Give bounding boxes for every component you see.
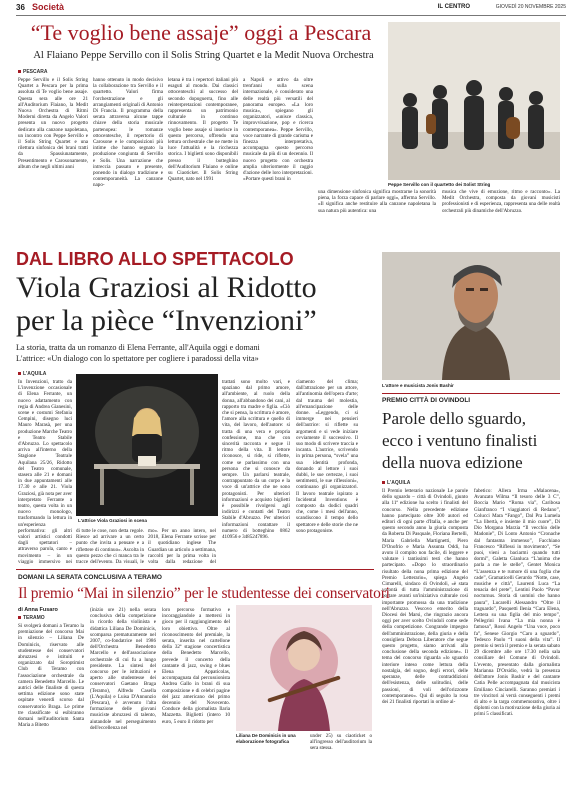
section-name: Società: [32, 2, 65, 12]
article4-photo: [236, 605, 372, 731]
musicians-photo: [388, 22, 560, 180]
article2-subtitle-line2: L'attrice: «Un dialogo con lo spettatore per cogliere i paradossi della vita»: [16, 354, 259, 363]
article4-byline: di Anna Fusaro: [18, 607, 58, 613]
publication-name: IL CENTRO: [437, 4, 470, 10]
article2-col2: di tutte le cose, non detta regole. Riesce ad arrivare a un certo punto che invita a pensare e a riflettere di continuo». Ascolta in questo pezzo che ci manca tra le tracce dell'evento. Da visuali, le: [76, 528, 144, 565]
article3-top-rule: [382, 393, 560, 394]
article1-col2: hanno ottenuto in modo decisivo la collaborazione tra Servillo e il quartetto. Valori firma l'orchestrazione e gli arrangiamenti originali di Antonio Di Francia. Il programma della serata attraversa alcune tappe chiave della storia musicale partenopea: le romanze ottocentesche, il repertorio di Carosone e le composizioni più intime che hanno segnato la produzione congiunta di Servillo e Solis. Una narrazione che intreccia passato e presente, ponendo in dialogo tradizione e contemporaneità. La canzone napo-: [93, 77, 163, 189]
article2-title-line2: per la pièce “Invenzioni”: [16, 304, 317, 337]
article1-photo-caption: Peppe Servillo con il quartetto dei Solist String: [388, 182, 491, 187]
article1-col5: una dimensione sinfonica significa mostrarne la sonorità piena, la forza capace di parlare oggi», afferma Servillo. «Il significa anche restituire alla canzone napoletana la sua natura più autentica: una: [318, 189, 436, 214]
article4-location: TERAMO: [18, 615, 45, 621]
article1-title: “Te voglio bene assaje” oggi a Pescara: [30, 20, 372, 45]
article2-photo: [76, 374, 218, 516]
page-header: [16, 0, 566, 16]
article3-title-line1: Parole dello sguardo,: [382, 409, 526, 428]
article1-col1: Peppe Servillo e il Solis String Quartet a Pescara per la prima assoluta di Te voglio bene assaje. Questa sera alle ore 21 all'Auditorium Flaiano, la Medit Nuova Orchestra di Ritmi Moderni diretta da Angelo Valori presenta un nuovo progetto dedicato alla canzone napoletana, un incontro con Peppe Servillo e il Solis String Quartet e una rilettura sinfonica dei brani tratti da Spassiunatamente, Presentimento e Carosonamente, album che negli ultimi anni: [18, 77, 88, 170]
article1-location: PESCARA: [18, 69, 47, 75]
article2-col5: ciamento del clima; dall'attrazione per un attore, all'antinomia dell'opera d'arte; dal trauma del molestia, all'emancipazione delle donne. «Leggendo, ci si immerge nei pensieri dell'autrice: si riflette su argomenti e si vede iniziare ovviamente il successivo. Il suo modo di scrivere traccia e incanta. L'autrice, scrivendo in prima persona, “svela” una sua identità profonda, donando al lettore i suoi dubbi, le sue certezze, i suoi sentimenti, le sue riflessioni», continuano gli organizzatori. Il lavoro teatrale ispirato a Incidental Inventions è composto da dodici quadri che, come i mesi dell'anno, scandiscono il tempo dello spettatore e delle storie che ne sono protagoniste.: [296, 379, 358, 534]
article2-subtitle-line1: La storia, tratta da un romanzo di Elena Ferrante, all'Aquila oggi e domani: [16, 343, 260, 352]
actress-on-stage-photo: [76, 374, 218, 516]
article4-col2: (inizio ore 21) nella serata conclusiva della competizione in ricordo della violinista e didattica Liliana De Dominicis, scomparsa prematuramente nel 2007, co-fondatrice nel 1986 dell'Orchestra Benedetto Marcello e dell'associazione orchestrale di cui fu a lungo presidente. La sintesi del concorso per le istituzioni e aperto alle studentesse dei conservatori Gaetano Braga (Teramo), Alfredo Casella (L'Aquila) e Luisa D'Annunzio (Pescara), è avvenuto l'alta formazione delle giovani musiciste abruzzesi di talento, aiutandole nel perseguimento dell'eccellenza nel: [90, 607, 156, 731]
article3-photo-caption: L'attore e musicista Jonis Bashir: [382, 383, 454, 388]
article4-title: Il premio “Mai in silenzio” per le studentesse dei conservatori: [18, 585, 390, 602]
violinist-portrait-photo: [236, 605, 372, 731]
article3-col1: Il Premio letterario nazionale Le parole dello sguardo – città di Ovindoli, giunto alla 11ª edizione ha scelto i finalisti del concorso. Nella precedente edizione hanno partecipato oltre 300 autori ed editori di ogni parte d'Italia, e anche per questo secondo anno la giuria composta da Roberta Di Pasquale, Floriana Bertelli, Maria Gabriella Martignetti, Piero D'Onofrio e Maria Assunta Oddi, ha avuto il compito non facile, di leggere e valutare i tantissimi testi che hanno partecipato. «Dopo lo straordinario risultato della nona prima edizione del Premio Letterario», spiega Angelo Cimarelli, sindaco di Ovindoli, «è stata volontà di tutta l'amministrazione di portare avanti un'iniziativa culturale così importante promossa da una tradizione nell'Abruzzo. Vescovo emerito della Diocesi dei Marsi, che ringrazio ancora oggi per aver scelto Ovindoli come sede della competizione. Congrande impegno dell'amministrazione, della giuria e della consigliera Debora Liberatore che segue questo progetto, siamo arrivati alla conclusione della seconda edizione». Il tema del concorso riguarda «lo sguardo interiore inteso come lettura della nostalgia, del sogno, degli errori, delle speranze, delle contraddizioni dell'esistenza, delle solitudini, delle passioni, di voli dell'orizzonte contemporaneo». Qui di seguito la rosa dei 21 finalisti riportati in ordine al-: [382, 488, 468, 705]
article3-col2: fabetico: Allera Irma «Malacena», Avanzato Wilma “Il tesoro delle 3 C”, Boccia Mario “Roma via”, Caribosa Gianfranco “I viaggiatori di Redano”, Colucci Mara “Fango”, Dal Pra Lumela “La libertà, e insieme il mio cuore”, Di Dio Morgana Marzia “Il vecchio delle Madonie”, Di Lonto Antonio “Cronache dal fantasma immenso”, Facchiano Francesco “Riflessi in movimento”, “Se puoi, vieni a baciarmi quando tutti dormi”, Galetta Gianluca “L'anima che parla a me le stelle”, Gentet Monica “L'assenza e te rumore di una foglia che cade”, Gramaticelli Gerardo “Notte, case, musiche e città”, Laurenti Luca “La tenacia del prete”, Lentini Paolo “Pavor nocturnus. Storia di uomini che hanno paura”, Lucarelli Alessandro “Oltre il traguardo”, Pasquetti Ilenia “Cara Elena, Lettera su una figlia del mio tempo”, Pellegrini Ivana “La mia nonna è famosa”, Rossi Angelo “Una voce, poco fa”, Senese Giorgio “Caro a sguardo”, Tedesco Paolo “I suoni della vita”. Il premio si terrà il premio e la serata sabato 29 dicembre alle ore 17.30 nella sala consiliare del Comune di Ovindoli. L'evento, presentato dalla giornalista Marianna D'Orsidio, vedrà la presenza dell'attore Jonis Bashir e del cantante Catia Pelle accompagnata dal musicista Emiliano Cinciarelli. Saranno premiati i tre vincitori ai verrà conseguenti i premi di alto e la targa commemorativa, oltre i diplomi con la motivazione della giuria ai primi 5 classificati.: [474, 488, 560, 718]
publication-date: GIOVEDÌ 20 NOVEMBRE 2025: [495, 4, 566, 10]
article4-col3: loro percorso formativo e incoraggiandole a mettersi in gioco per il raggiungimento del loro obiettivo. Oltre al riconoscimento del premiale, la serata, inserita nel cartellone della 32ª stagione concertistica della Benedetto Marcello, prevede il concerto della cantante di jazz, swing e blues Elena Appaticolas, accompagnata dal percussionista Andrea Gallo in brani di sua composizione e di celebri pagine del jazz americano del primo decennio del Novecento. Conduce della giornalista Ilaria Mazzetta. Biglietti (intero 10 euro, 5 euro il ridotto per: [162, 607, 230, 725]
article3-location: L'AQUILA: [382, 480, 410, 486]
article1-col6: musica che vive di emozione, ritmo e racconto». La Medit Orchestra, composta da giovani musicisti professionisti e di esperienza, rappresenta una delle realtà orchestrali più dinamiche dell'Abruzzo.: [442, 189, 560, 214]
article2-kicker: DAL LIBRO ALLO SPETTACOLO: [16, 249, 294, 269]
article3-photo: [382, 252, 560, 380]
article2-title-line1: Viola Graziosi al Ridotto: [16, 271, 317, 304]
article2-col4: trattati sono molto vari, e spaziano dal primo amore, all'ambiente, al ruolo della donna, all'abbandono dei cani, al rapporto tra madre e figlia. «Ciò che si pensa, la scrittura è amore, l'amore alla scrittura e quello di vita, del lavoro, dell'autore: si tratta di una vera e propria confessione, ma che con sincerità racconta e segue il ritmo della vita. Il lettore riconosce, si ride, si riflette, come se parlassimo con una persona che si conosce da sempre. Un parlarsi teatrale, contrappuntato da un corpo e la voce di un'attrice che ne sono protagonisti. Per ulteriori informazioni e acquisto biglietti è possibile rivolgersi agli indirizzi e contatti del Teatro Stabile d'Abruzzo. Per ulteriori informazioni contattare il numero di botteghino 0862 410956 e 3485247896.: [222, 379, 290, 541]
article3-kicker: PREMIO CITTÀ DI OVINDOLI: [382, 397, 471, 404]
article4-col1: Si svolgerà domani a Teramo la premiazione del concorso Mai in silenzio – Liliana De Dominicis, riservato alle studentesse dei conservatori abruzzesi e istituiti e organizzato dal Soroptimist Club di Teramo con l'associazione orchestrale da camera Benedetto Marcello. Le autrici delle finaliste di questa settima edizione sono state ospitate venerdì scorso dal conservatorio Braga. Le prime tre classificate si esibiranno domani nell'auditorium Santa Maria a Bitetto: [18, 623, 84, 729]
article1-subtitle: Al Flaiano Peppe Servillo con il Solis String Quartet e la Medit Nuova Orchestra: [33, 50, 374, 61]
page-number: 36: [16, 3, 25, 12]
article2-col3: mo». Per un anno intero, nel 2018, Elena Ferrante scrisse per il quotidiano inglese The Guardian un articolo a settimana, raccolti per la prima volta in volta dalla redazione del: [148, 528, 216, 565]
article4-top-rule: [16, 569, 374, 570]
article2-photo-caption: L'attrice Viola Graziosi in scena: [78, 518, 147, 523]
article4-col4: under 25) su ciaoticket o all'ingresso dell'auditorium la sera stessa.: [310, 733, 372, 752]
article3-title-line3: della nuova edizione: [382, 453, 523, 472]
article2-location: L'AQUILA: [18, 371, 46, 377]
article4-photo-caption: Liliana De Dominicis in una elaborazione fotografica: [236, 733, 296, 744]
article2-col1: In Invenzioni, tratto da L'invenzione occasionale di Elena Ferrante, un nuovo adattamento con regia di Andrea Gianesini, scene e costumi Stefania Cempini, disegno luci Mauro Marasà, per una produzione Marche Teatro e Teatro Stabile d'Abruzzo. Lo spettacolo arriva all'interno della Stagione Teatrale Aquilana 25/26, Ridotto del Teatro comunale, stasera alle 21 e domani in due appuntamenti alle 17.30 e alle 21. Viola Graziosi, già nota per aver interpretato Ferrante a teatro, questa volta in un nuovo monologo, trasformando la lettura in un'esperienza performativa: gli altri valori artistici condotti dagli spettatori – attraverso parola, canto e movimento – in un viaggio immersivo nei: [18, 379, 72, 565]
article1-col3: letana è tra i repertori italiani più esaguti al mondo. Dai classici ottocenteschi al successo del secondo dopoguerra, fino alle reinterpretazioni contemporanee, rappresenta un patrimonio culturale in continuo rinnovamento. Il progetto Te voglio bene assaje si inserisce in questo percorso, offrendo una lettura orchestrale che ne mette in luce l'attualità e la ricchezza storica. I biglietti sono disponibili presso il botteghino dell'Auditorium Flaiano e online su Ciaoticket. Il Solis String Quartet, nato nel 1991: [168, 77, 238, 183]
article1-photo: [388, 22, 560, 180]
article3-title-line2: ecco i ventuno finalisti: [382, 431, 538, 450]
article4-kicker: DOMANI LA SERATA CONCLUSIVA A TERAMO: [18, 574, 162, 581]
actor-portrait-photo: [382, 252, 560, 380]
article1-col4: a Napoli e attivo da oltre trent'anni sulla scena internazionale, è considerato una delle realtà più versatili del panorama europeo. «La loro musica», spiegano gli organizzatori, «unisce classica, improvvisazione, pop e ricerca contemporanea». Peppe Servillo, voce narrante di grande carisma e finezza interpretativa, accompagna questo percorso musicale da più di un decennio. Il nuovo progetto con orchestra amplia ulteriormente il raggio d'azione delle loro interpretazioni. «Portare questi brani in: [243, 77, 313, 183]
